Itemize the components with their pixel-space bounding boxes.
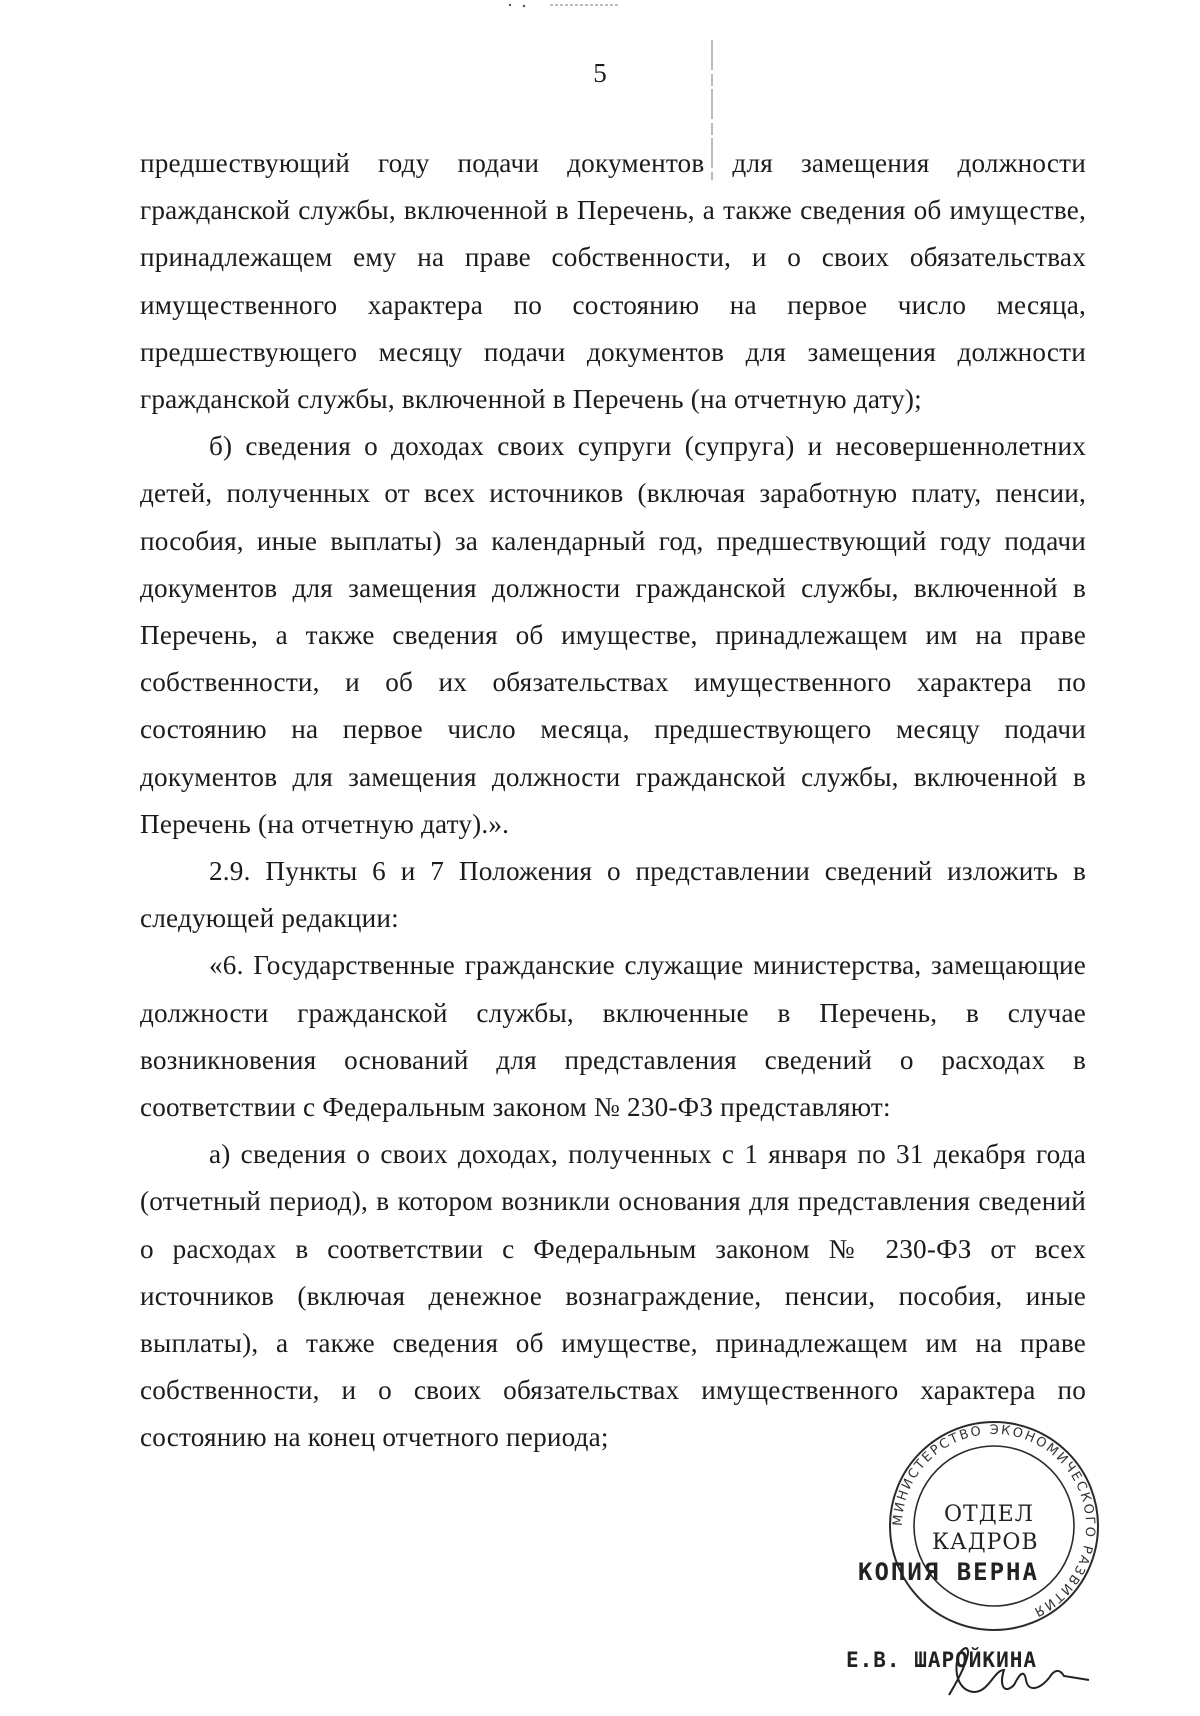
stamp-signer-name: Е.В. ШАРОЙКИНА	[846, 1648, 1038, 1672]
stamp-certified-copy: КОПИЯ ВЕРНА	[858, 1558, 1039, 1586]
certification-stamp	[846, 1400, 1099, 1708]
stamp-department-line1: ОТДЕЛ	[944, 1502, 1035, 1527]
stamp-department-line2: КАДРОВ	[932, 1530, 1039, 1555]
paragraph-item-a: а) сведения о своих доходах, полученных с 1 января по 31 декабря года (отчетный период), в котором возникли основания для представления сведений о расходах в соответствии с Федеральным законом № 230-ФЗ от всех источников (включая денежное вознаграждение, пенсии, пособия, иные выплаты), а также сведения об имуществе, принадлежащем им на праве собственности, и о своих обязательствах имущественного характера по состоянию на конец отчетного периода;	[140, 1139, 1086, 1453]
document-body	[140, 140, 1086, 1462]
paragraph-item-6: «6. Государственные гражданские служащие министерства, замещающие должности гражданской службы, включенные в Перечень, в случае возникновения оснований для представления сведений о расходах в соответствии с Федеральным законом № 230-ФЗ представляют:	[140, 950, 1086, 1123]
page-number: 5	[593, 58, 607, 88]
paragraph-item-b: б) сведения о доходах своих супруги (супруга) и несовершеннолетних детей, полученных от всех источников (включая заработную плату, пенсии, пособия, иные выплаты) за календарный год, предшествующий году подачи документов для замещения должности гражданской службы, включенной в Перечень, а также сведения об имуществе, принадлежащем им на праве собственности, и об их обязательствах имущественного характера по состоянию на первое число месяца, предшествующего месяцу подачи документов для замещения должности гражданской службы, включенной в Перечень (на отчетную дату).».	[140, 431, 1086, 839]
paragraph-continuation: предшествующий году подачи документов для замещения должности гражданской службы, включенной в Перечень, а также сведения об имуществе, принадлежащем ему на праве собственности, и о своих обязательствах имущественного характера по состоянию на первое число месяца, предшествующего месяцу подачи документов для замещения должности гражданской службы, включенной в Перечень (на отчетную дату);	[140, 148, 1086, 415]
stamp-ring-text: МИНИСТЕРСТВО ЭКОНОМИЧЕСКОГО РАЗВИТИЯ	[890, 1422, 1098, 1620]
scan-artifact-marks	[500, 0, 640, 10]
paragraph-section-2-9: 2.9. Пункты 6 и 7 Положения о представлении сведений изложить в следующей редакции:	[140, 856, 1086, 934]
